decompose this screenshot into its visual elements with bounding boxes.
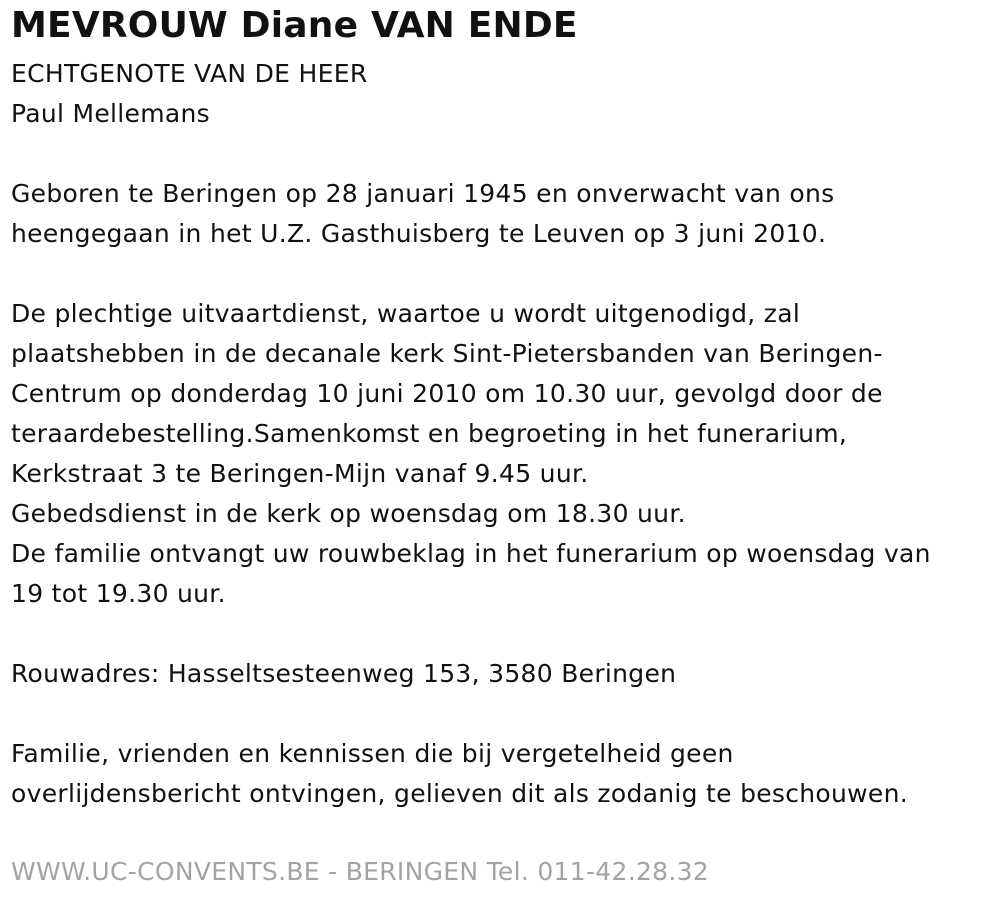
closing-line: overlijdensbericht ontvingen, gelieven dit als zodanig te beschouwen. [11, 779, 908, 808]
service-line: teraardebestelling.Samenkomst en begroeting in het funerarium, [11, 419, 848, 448]
spouse-label: ECHTGENOTE VAN DE HEER [11, 59, 368, 88]
service-line: Centrum op donderdag 10 juni 2010 om 10.30 uur, gevolgd door de [11, 379, 883, 408]
birth-death-line: Geboren te Beringen op 28 januari 1945 en onverwacht van ons [11, 179, 835, 208]
service-line: De familie ontvangt uw rouwbeklag in het funerarium op woensdag van [11, 539, 931, 568]
mourning-address: Rouwadres: Hasseltsesteenweg 153, 3580 Beringen [11, 659, 677, 688]
service-line: Kerkstraat 3 te Beringen-Mijn vanaf 9.45 uur. [11, 459, 589, 488]
spouse-name: Paul Mellemans [11, 99, 210, 128]
notice-title: MEVROUW Diane VAN ENDE [11, 5, 578, 46]
birth-death-line: heengegaan in het U.Z. Gasthuisberg te Leuven op 3 juni 2010. [11, 219, 827, 248]
closing-line: Familie, vrienden en kennissen die bij vergetelheid geen [11, 739, 734, 768]
footer-contact: WWW.UC-CONVENTS.BE - BERINGEN Tel. 011-42.28.32 [11, 857, 710, 886]
service-line: De plechtige uitvaartdienst, waartoe u wordt uitgenodigd, zal [11, 299, 801, 328]
service-line: Gebedsdienst in de kerk op woensdag om 18.30 uur. [11, 499, 686, 528]
service-line: 19 tot 19.30 uur. [11, 579, 226, 608]
service-line: plaatshebben in de decanale kerk Sint-Pietersbanden van Beringen- [11, 339, 883, 368]
